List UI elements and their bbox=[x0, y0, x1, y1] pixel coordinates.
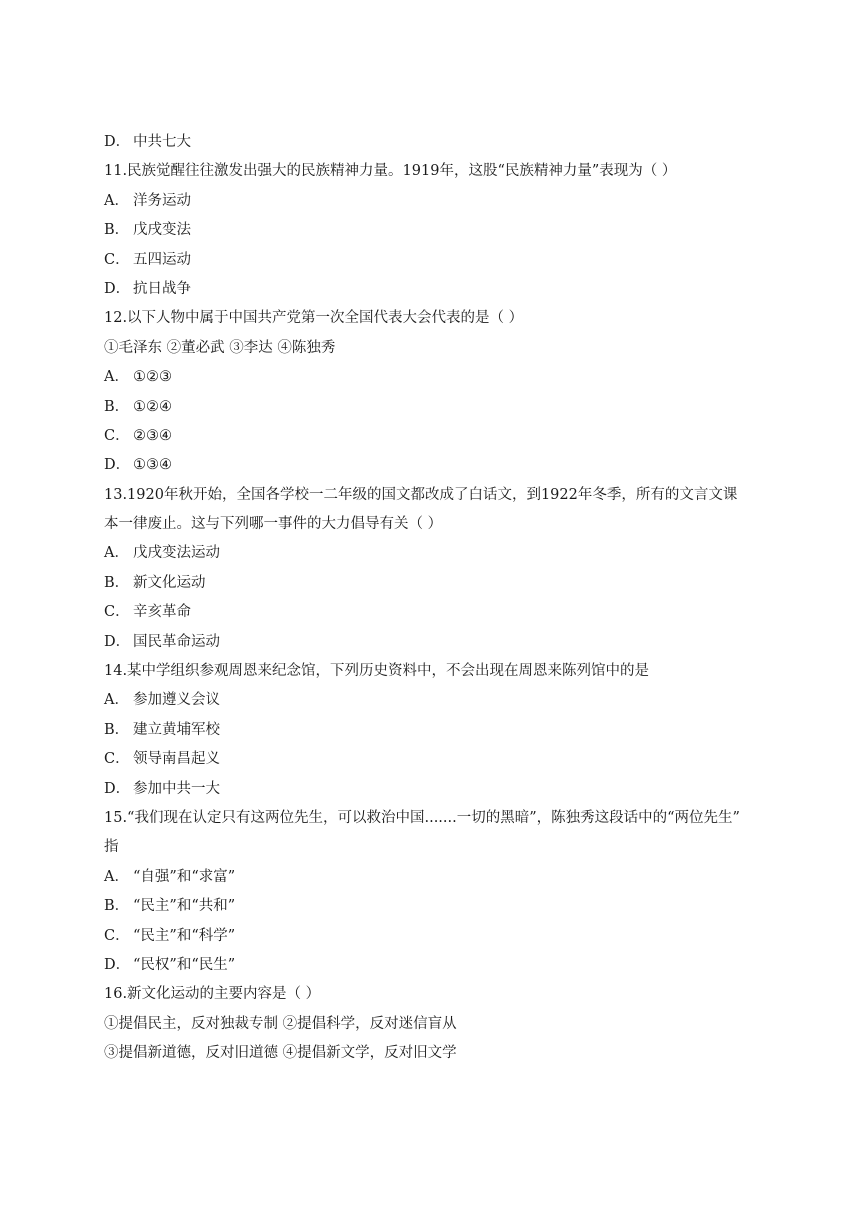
option-letter: C． bbox=[104, 751, 130, 768]
question-stem: 本一律废止。这与下列哪一事件的大力倡导有关（ ） bbox=[104, 516, 443, 533]
answer-option bbox=[104, 628, 764, 657]
answer-option bbox=[104, 187, 764, 216]
option-letter: B． bbox=[104, 398, 130, 415]
option-letter: D． bbox=[104, 956, 131, 973]
answer-option bbox=[104, 922, 764, 951]
option-letter: A． bbox=[104, 692, 129, 709]
option-text: 戊戌变法 bbox=[133, 222, 191, 239]
answer-option bbox=[104, 775, 764, 804]
answer-option bbox=[104, 539, 764, 568]
answer-option bbox=[104, 393, 764, 422]
answer-option bbox=[104, 246, 764, 275]
answer-option bbox=[104, 216, 764, 245]
answer-option bbox=[104, 892, 764, 921]
option-text: 抗日战争 bbox=[133, 280, 191, 297]
option-text: 戊戌变法运动 bbox=[133, 545, 220, 562]
question-stem: 13.1920年秋开始，全国各学校一二年级的国文都改成了白话文，到1922年冬季，所有的文言文课 bbox=[104, 486, 738, 503]
question-stem: 16.新文化运动的主要内容是（ ） bbox=[104, 986, 321, 1003]
option-text: 辛亥革命 bbox=[133, 604, 191, 621]
answer-option bbox=[104, 451, 764, 480]
option-text: 洋务运动 bbox=[133, 192, 191, 209]
option-text: 新文化运动 bbox=[133, 574, 206, 591]
option-letter: A． bbox=[104, 369, 129, 386]
answer-option bbox=[104, 745, 764, 774]
option-text: 领导南昌起义 bbox=[133, 751, 220, 768]
answer-option bbox=[104, 716, 764, 745]
option-letter: C． bbox=[104, 927, 130, 944]
option-text: ①②④ bbox=[133, 398, 172, 415]
question-stem: 12.以下人物中属于中国共产党第一次全国代表大会代表的是（ ） bbox=[104, 310, 524, 327]
option-text: 建立黄埔军校 bbox=[133, 721, 220, 738]
option-text: 五四运动 bbox=[133, 251, 191, 268]
answer-option bbox=[104, 686, 764, 715]
option-text: 国民革命运动 bbox=[133, 633, 220, 650]
option-letter: D． bbox=[104, 780, 131, 797]
option-letter: A． bbox=[104, 545, 129, 562]
option-letter: A． bbox=[104, 868, 129, 885]
option-text: “民权”和“民生” bbox=[133, 956, 236, 973]
question-stem: ③提倡新道德，反对旧道德 ④提倡新文学，反对旧文学 bbox=[104, 1045, 457, 1062]
option-letter: B． bbox=[104, 222, 130, 239]
option-text: ①②③ bbox=[133, 369, 172, 386]
option-letter: B． bbox=[104, 574, 130, 591]
option-letter: A． bbox=[104, 192, 129, 209]
answer-option bbox=[104, 275, 764, 304]
answer-option bbox=[104, 363, 764, 392]
option-letter: C． bbox=[104, 604, 130, 621]
answer-option bbox=[104, 422, 764, 451]
question-stem: 11.民族觉醒往往激发出强大的民族精神力量。1919年，这股“民族精神力量”表现为（ ） bbox=[104, 163, 677, 180]
option-text: 参加中共一大 bbox=[133, 780, 220, 797]
option-text: ②③④ bbox=[133, 427, 172, 444]
option-letter: D． bbox=[104, 633, 131, 650]
option-letter: C． bbox=[104, 251, 130, 268]
option-letter: C． bbox=[104, 427, 130, 444]
question-list bbox=[104, 128, 764, 1069]
option-letter: B． bbox=[104, 898, 130, 915]
option-text: ①③④ bbox=[133, 457, 172, 474]
question-stem: 15.“我们现在认定只有这两位先生，可以救治中国.......一切的黑暗”，陈独秀这段话中的“两位先生” bbox=[104, 809, 740, 826]
question-stem: 指 bbox=[104, 839, 119, 856]
option-text: “自强”和“求富” bbox=[133, 868, 236, 885]
option-letter: D． bbox=[104, 280, 131, 297]
option-text: 参加遵义会议 bbox=[133, 692, 220, 709]
answer-option bbox=[104, 863, 764, 892]
option-letter: B． bbox=[104, 721, 130, 738]
option-text: 中共七大 bbox=[133, 134, 191, 150]
option-text: “民主”和“科学” bbox=[133, 927, 236, 944]
answer-option bbox=[104, 951, 764, 980]
answer-option bbox=[104, 569, 764, 598]
option-letter: D． bbox=[104, 134, 131, 150]
question-stem: ①提倡民主，反对独裁专制 ②提倡科学，反对迷信盲从 bbox=[104, 1015, 457, 1032]
option-text: “民主”和“共和” bbox=[133, 898, 236, 915]
question-stem: 14.某中学组织参观周恩来纪念馆，下列历史资料中，不会出现在周恩来陈列馆中的是 bbox=[104, 663, 650, 680]
question-stem: ①毛泽东 ②董必武 ③李达 ④陈独秀 bbox=[104, 339, 336, 356]
option-letter: D． bbox=[104, 457, 131, 474]
answer-option bbox=[104, 598, 764, 627]
answer-option bbox=[104, 128, 764, 157]
